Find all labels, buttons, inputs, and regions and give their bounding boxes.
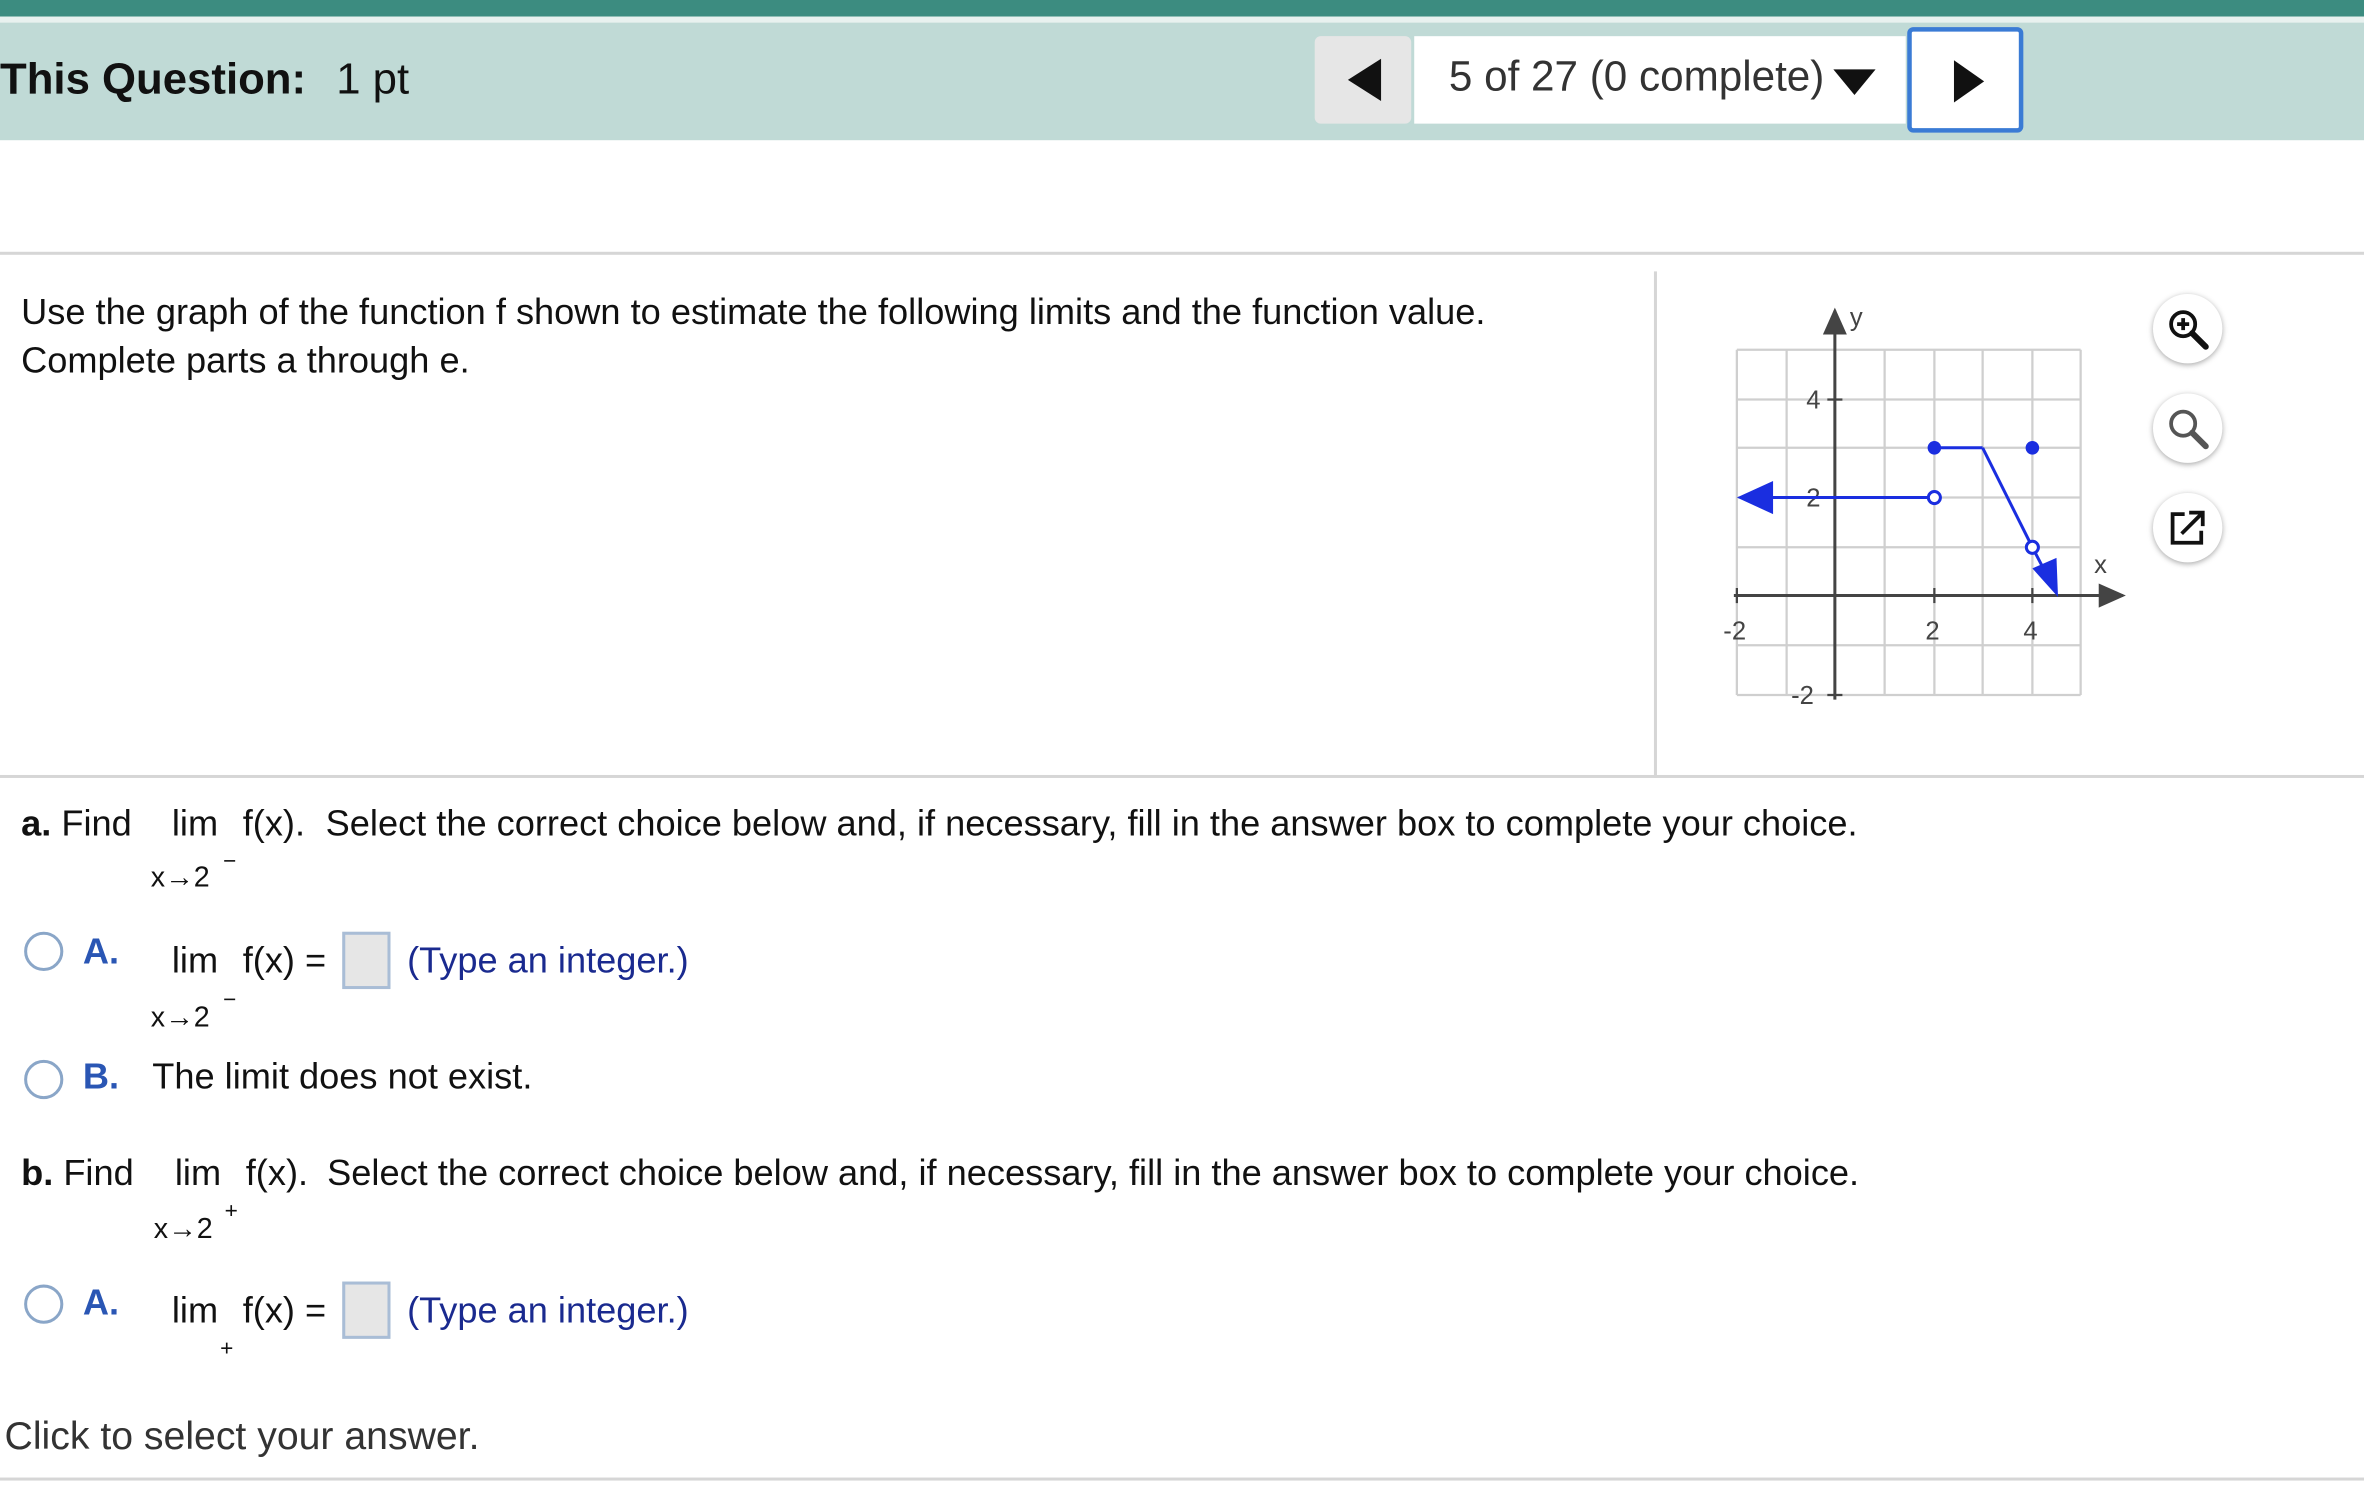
open-point-2-2 bbox=[1928, 492, 1940, 504]
right-arrow-icon bbox=[1954, 60, 1984, 102]
prompt-line-1: Use the graph of the function f shown to estimate the following limits and the function value. bbox=[21, 292, 1486, 334]
part-a-lim: lim bbox=[171, 803, 219, 845]
next-question-button[interactable] bbox=[1907, 27, 2023, 133]
part-a-answer-box[interactable] bbox=[342, 932, 390, 989]
part-a-question bbox=[21, 804, 132, 846]
part-b-choice-a-side: + bbox=[220, 1335, 234, 1362]
x-tick-label-neg2: -2 bbox=[1723, 617, 1747, 646]
footer-instruction: Click to select your answer. bbox=[4, 1412, 480, 1458]
part-b-choice-a-letter: A. bbox=[82, 1283, 120, 1324]
part-b-answer-box[interactable] bbox=[342, 1282, 390, 1339]
question-progress-label: 5 of 27 (0 complete) bbox=[1448, 52, 1825, 100]
x-axis-label: x bbox=[2094, 550, 2108, 579]
part-a-choice-b-letter: B. bbox=[82, 1056, 120, 1098]
part-b-choice-a-radio[interactable] bbox=[24, 1285, 63, 1324]
zoom-in-icon bbox=[2165, 306, 2210, 351]
part-a-approach: x→2 bbox=[150, 862, 210, 895]
part-a-choice-b-radio[interactable] bbox=[24, 1060, 63, 1099]
part-b-lim: lim bbox=[174, 1153, 222, 1195]
part-b-choice-a-lim: lim bbox=[171, 1290, 219, 1332]
part-b-approach: x→2 bbox=[153, 1213, 213, 1246]
part-a-choice-a-hint: (Type an integer.) bbox=[407, 940, 689, 982]
part-a-approach-side: − bbox=[223, 848, 237, 875]
y-tick-label-neg2: -2 bbox=[1791, 682, 1814, 711]
y-tick-label-4: 4 bbox=[1806, 386, 1821, 415]
y-tick-label-2: 2 bbox=[1806, 484, 1821, 513]
divider bbox=[0, 252, 2364, 255]
question-label: This Question: bbox=[0, 55, 307, 105]
popout-icon bbox=[2165, 505, 2210, 550]
part-b-question bbox=[21, 1153, 134, 1195]
part-b-choice-a-fx: f(x) = bbox=[242, 1290, 327, 1332]
zoom-out-button[interactable] bbox=[2153, 394, 2222, 463]
y-axis-label: y bbox=[1849, 303, 1863, 332]
popout-button[interactable] bbox=[2153, 493, 2222, 562]
chevron-down-icon bbox=[1833, 69, 1875, 95]
part-a-choice-a-approach: x→2 bbox=[150, 1002, 210, 1035]
part-a-choice-a-fx: f(x) = bbox=[242, 940, 327, 982]
x-tick-label-2: 2 bbox=[1925, 617, 1940, 646]
prompt-line-2: Complete parts a through e. bbox=[21, 340, 470, 382]
part-b-find: Find bbox=[63, 1153, 134, 1195]
part-a-choice-a-radio[interactable] bbox=[24, 932, 63, 971]
left-arrow-icon bbox=[1348, 59, 1381, 101]
left-arrow-head bbox=[1737, 481, 1773, 514]
vertical-divider bbox=[1654, 271, 1657, 778]
part-a-choice-a-lim: lim bbox=[171, 940, 219, 982]
open-point-4-1 bbox=[2026, 541, 2038, 553]
closed-point-2-3 bbox=[1928, 441, 1942, 455]
part-a-choice-a-side: − bbox=[223, 987, 237, 1014]
part-b-label: b. bbox=[21, 1153, 54, 1195]
part-a-find: Find bbox=[61, 803, 132, 845]
part-a-instruction: Select the correct choice below and, if necessary, fill in the answer box to complete your choice. bbox=[325, 803, 1858, 845]
divider bbox=[0, 775, 2364, 778]
part-a-label: a. bbox=[21, 803, 52, 845]
part-b-fx: f(x). bbox=[245, 1153, 309, 1195]
divider bbox=[0, 1478, 2364, 1481]
function-graph bbox=[1719, 296, 2156, 733]
zoom-out-icon bbox=[2165, 406, 2210, 451]
closed-point-4-3 bbox=[2026, 441, 2040, 455]
down-arrow-head bbox=[2032, 558, 2058, 597]
part-a-fx: f(x). bbox=[242, 803, 306, 845]
question-points: 1 pt bbox=[336, 55, 410, 105]
part-b-approach-side: + bbox=[224, 1198, 238, 1225]
part-a-choice-a-letter: A. bbox=[82, 931, 120, 973]
x-tick-label-4: 4 bbox=[2023, 617, 2038, 646]
previous-question-button[interactable] bbox=[1315, 36, 1411, 123]
part-a-choice-b-text: The limit does not exist. bbox=[152, 1056, 533, 1098]
part-b-instruction: Select the correct choice below and, if necessary, fill in the answer box to complete your choice. bbox=[327, 1153, 1860, 1195]
top-accent-bar bbox=[0, 0, 2364, 17]
part-b-choice-a-hint: (Type an integer.) bbox=[407, 1290, 689, 1332]
zoom-in-button[interactable] bbox=[2153, 294, 2222, 363]
question-selector-dropdown[interactable] bbox=[1414, 36, 1906, 123]
function-curve bbox=[1755, 448, 2051, 582]
question-prompt bbox=[21, 289, 1649, 385]
